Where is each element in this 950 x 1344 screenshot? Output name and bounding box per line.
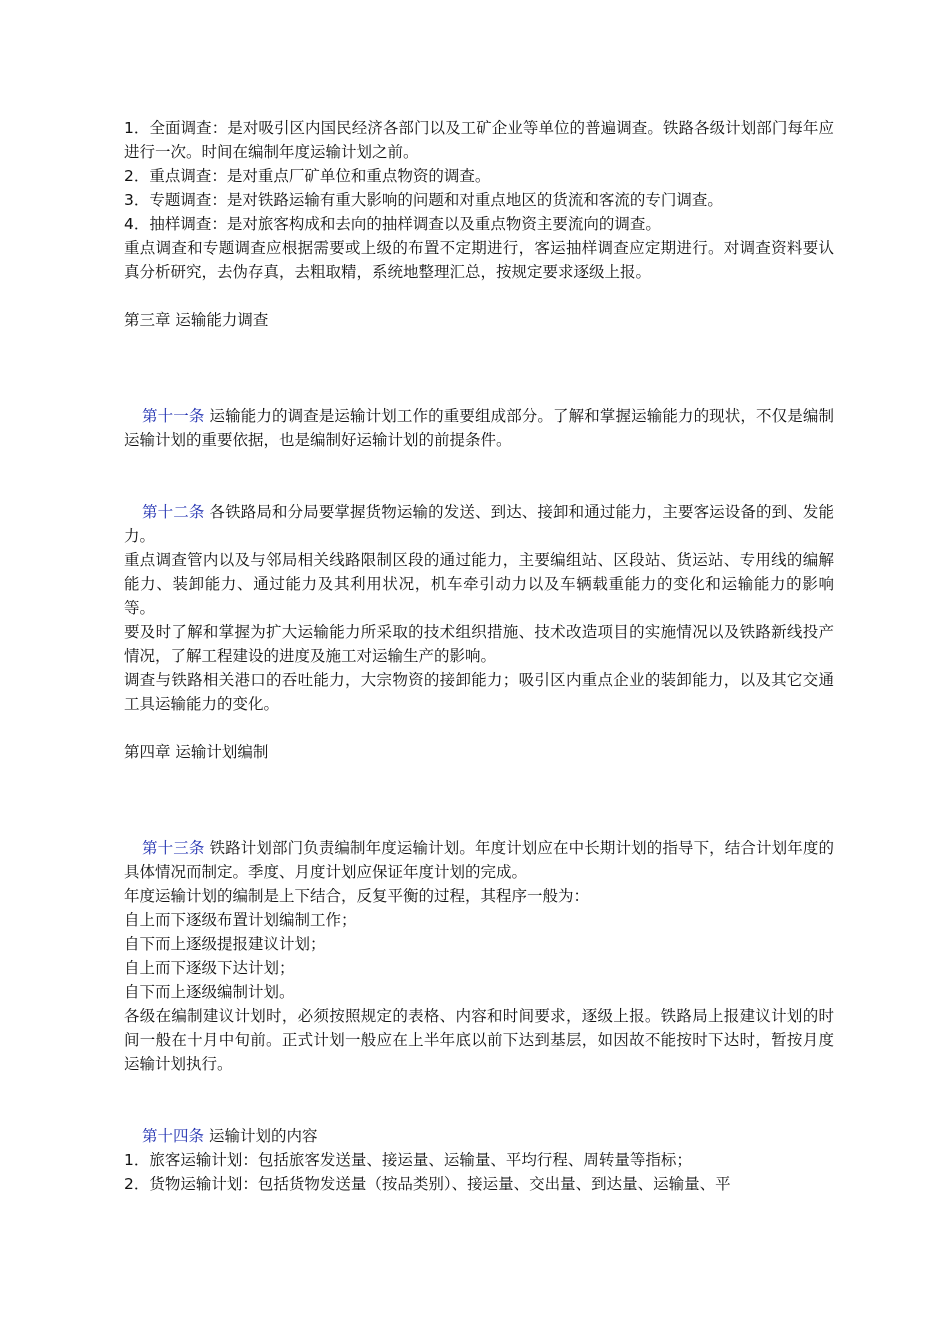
article-13-para-2: 自上而下逐级布置计划编制工作； <box>124 911 357 929</box>
article-13-para-6: 各级在编制建议计划时，必须按照规定的表格、内容和时间要求，逐级上报。铁路局上报建议计划的时间一般在十月中旬前。正式计划一般应在上半年底以前下达到基层，如因故不能按时下达时，暂按月度运输计划执行。 <box>124 1007 834 1073</box>
article-14 <box>124 1124 834 1148</box>
article-14-label: 第十四条 <box>142 1127 205 1145</box>
article-12 <box>124 500 834 548</box>
article-12-para-3: 调查与铁路相关港口的吞吐能力，大宗物资的接卸能力；吸引区内重点企业的装卸能力，以及其它交通工具运输能力的变化。 <box>124 671 834 713</box>
article-12-para-2: 要及时了解和掌握为扩大运输能力所采取的技术组织措施、技术改造项目的实施情况以及铁路新线投产情况，了解工程建设的进度及施工对运输生产的影响。 <box>124 623 834 665</box>
article-13-text: 铁路计划部门负责编制年度运输计划。年度计划应在中长期计划的指导下，结合计划年度的具体情况而制定。季度、月度计划应保证年度计划的完成。 <box>124 839 834 881</box>
survey-item-2: 2．重点调查：是对重点厂矿单位和重点物资的调查。 <box>124 167 491 185</box>
article-11-label: 第十一条 <box>142 407 205 425</box>
article-14-item-1: 1．旅客运输计划：包括旅客发送量、接运量、运输量、平均行程、周转量等指标； <box>124 1151 692 1169</box>
article-13-para-1: 年度运输计划的编制是上下结合，反复平衡的过程，其程序一般为： <box>124 887 590 905</box>
article-13 <box>124 836 834 884</box>
survey-item-1: 1．全面调查：是对吸引区内国民经济各部门以及工矿企业等单位的普遍调查。铁路各级计划部门每年应进行一次。时间在编制年度运输计划之前。 <box>124 119 834 161</box>
survey-note: 重点调查和专题调查应根据需要或上级的布置不定期进行，客运抽样调查应定期进行。对调查资料要认真分析研究，去伪存真，去粗取精，系统地整理汇总，按规定要求逐级上报。 <box>124 239 834 281</box>
article-11 <box>124 404 834 452</box>
article-11-text: 运输能力的调查是运输计划工作的重要组成部分。了解和掌握运输能力的现状，不仅是编制运输计划的重要依据，也是编制好运输计划的前提条件。 <box>124 407 834 449</box>
article-13-label: 第十三条 <box>142 839 205 857</box>
survey-item-3: 3．专题调查：是对铁路运输有重大影响的问题和对重点地区的货流和客流的专门调查。 <box>124 191 723 209</box>
article-12-text: 各铁路局和分局要掌握货物运输的发送、到达、接卸和通过能力，主要客运设备的到、发能力。 <box>124 503 834 545</box>
survey-item-4: 4．抽样调查：是对旅客构成和去向的抽样调查以及重点物资主要流向的调查。 <box>124 215 661 233</box>
article-12-label: 第十二条 <box>142 503 205 521</box>
document-body <box>124 116 834 1196</box>
article-14-text: 运输计划的内容 <box>204 1127 318 1145</box>
article-13-para-3: 自下而上逐级提报建议计划； <box>124 935 326 953</box>
chapter-4-title: 第四章 运输计划编制 <box>124 743 269 761</box>
article-13-para-5: 自下而上逐级编制计划。 <box>124 983 295 1001</box>
chapter-3-title: 第三章 运输能力调查 <box>124 311 269 329</box>
article-13-para-4: 自上而下逐级下达计划； <box>124 959 295 977</box>
article-12-para-1: 重点调查管内以及与邻局相关线路限制区段的通过能力，主要编组站、区段站、货运站、专用线的编解能力、装卸能力、通过能力及其利用状况，机车牵引动力以及车辆载重能力的变化和运输能力的影响等。 <box>124 551 834 617</box>
article-14-item-2: 2．货物运输计划：包括货物发送量（按品类别）、接运量、交出量、到达量、运输量、平 <box>124 1175 731 1193</box>
